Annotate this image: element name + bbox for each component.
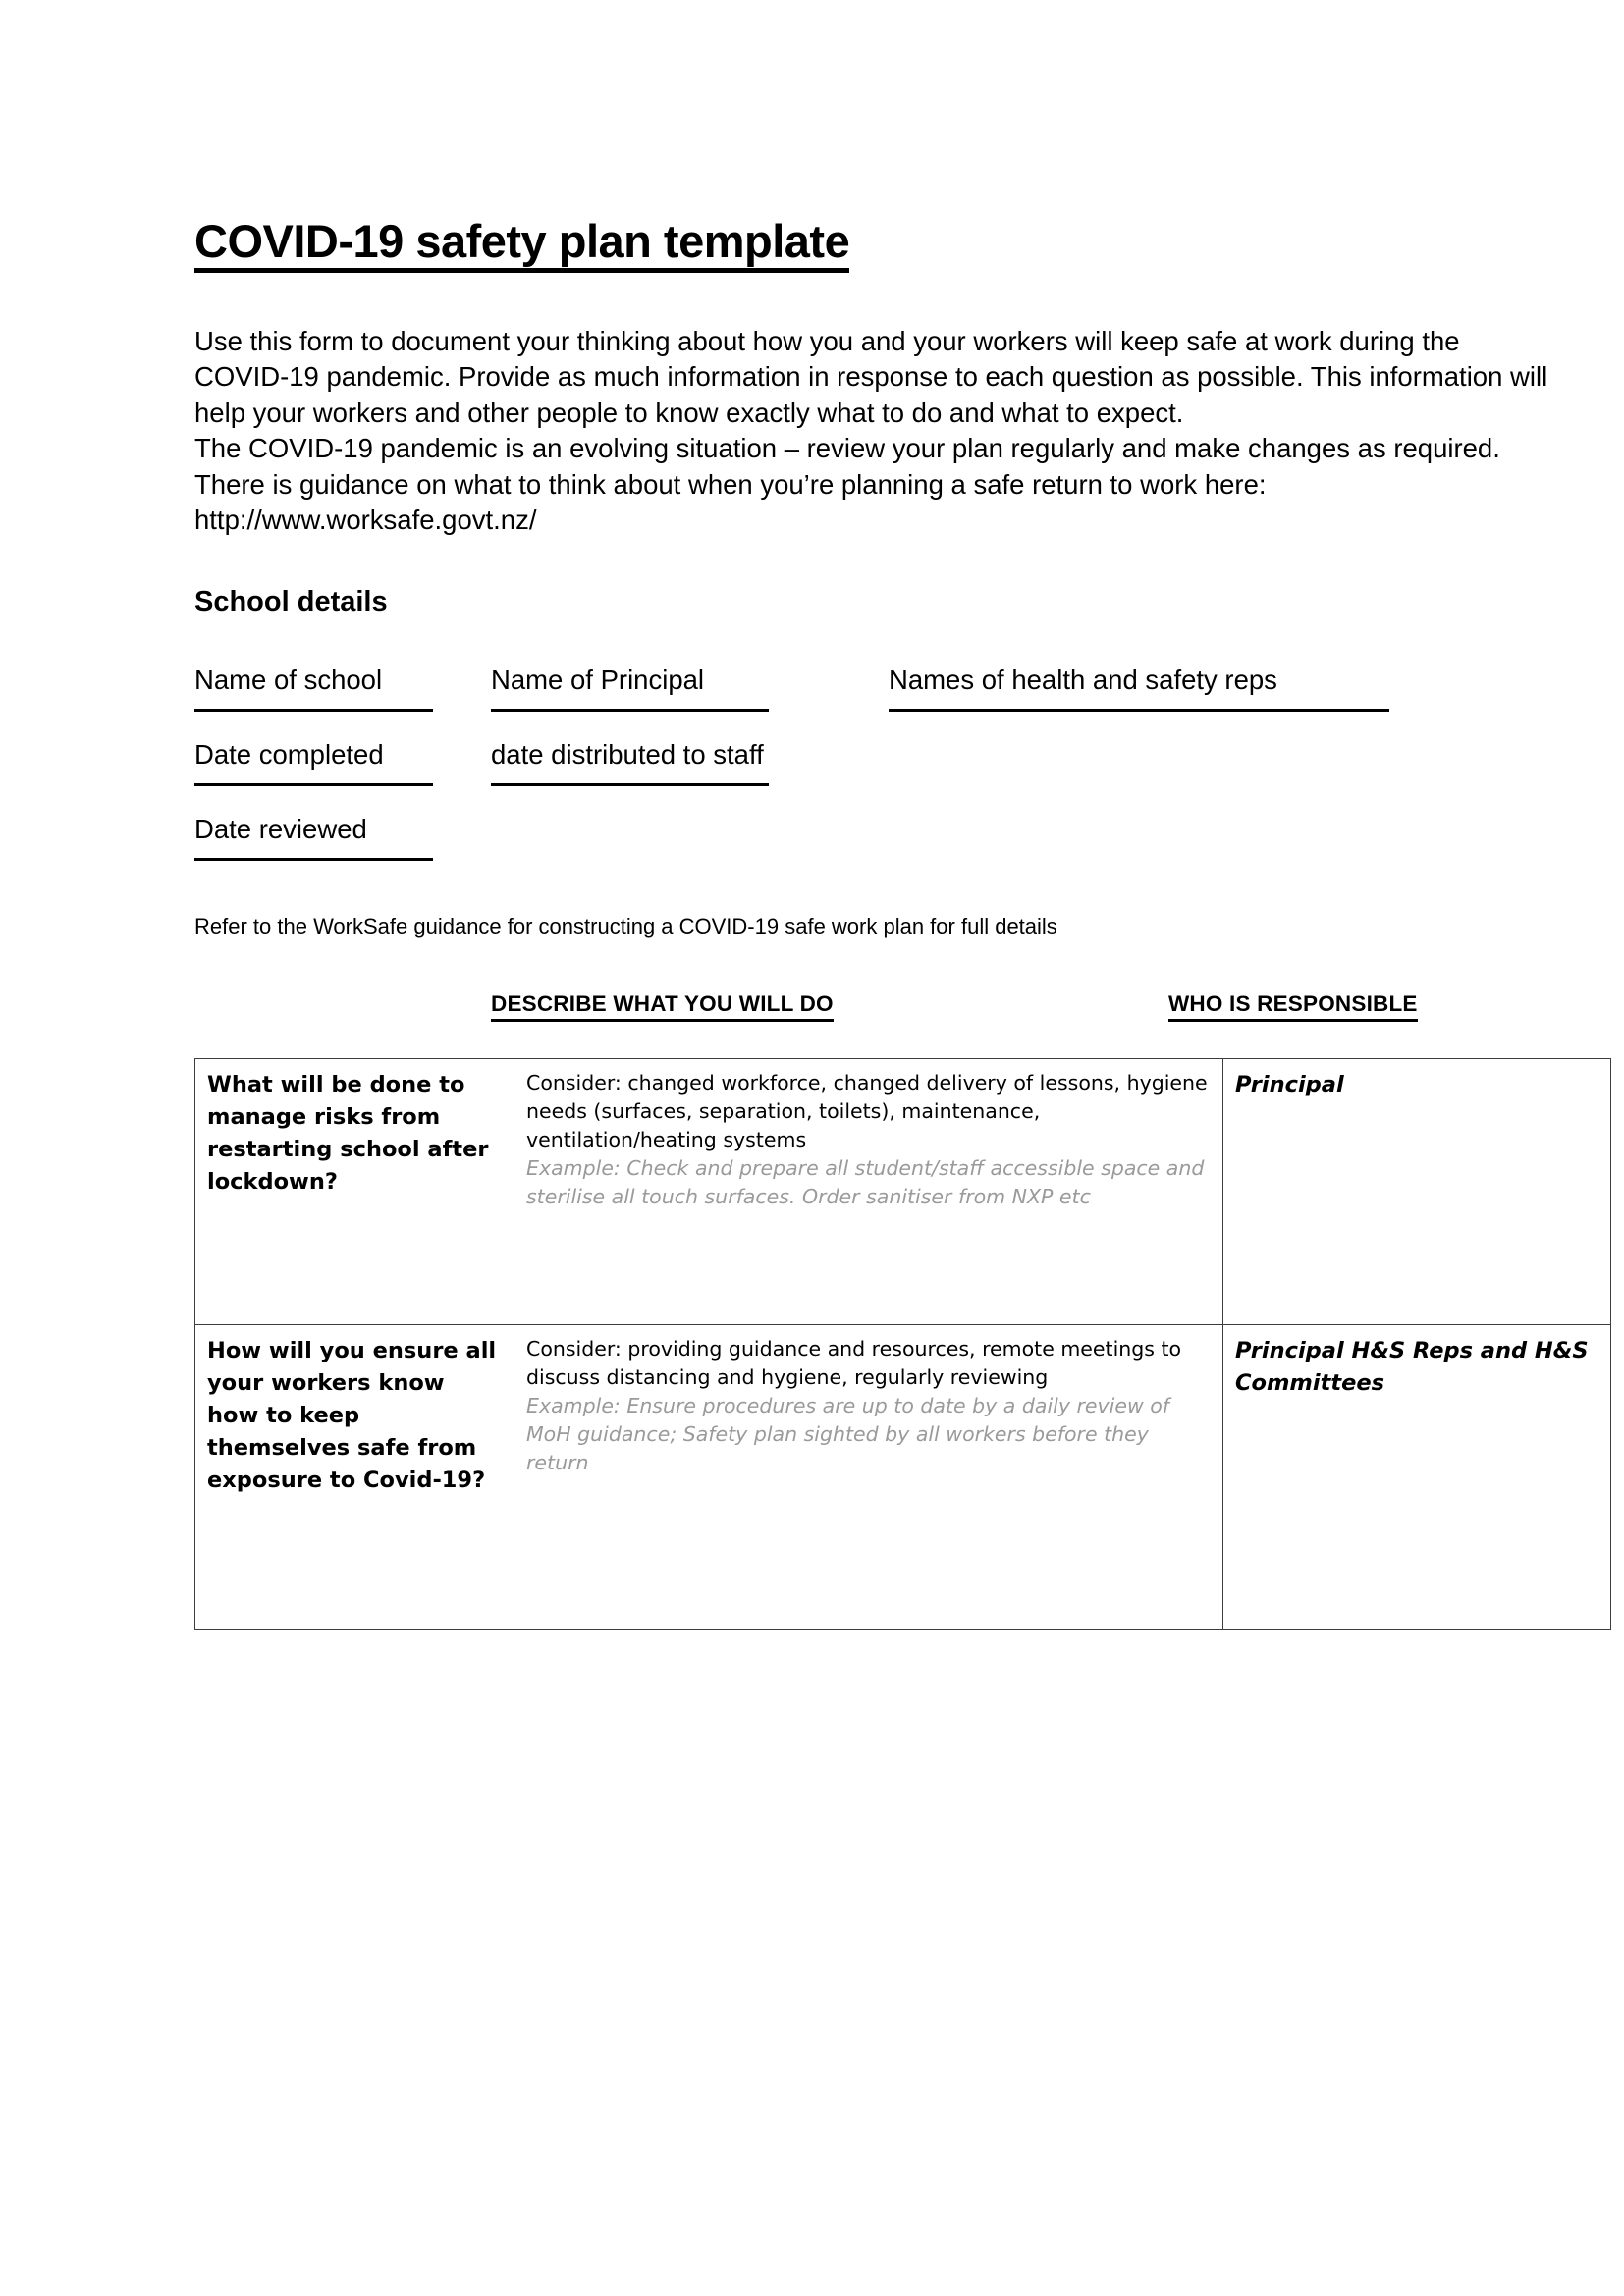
field-date-reviewed [194,813,433,861]
intro-paragraph-1: Use this form to document your thinking about how you and your workers will keep safe at work during the COVID-19 pandemic. Provide as much information in response to each question as possible. This information will help your workers and other people to know exactly what to do and what to expect. [194,325,1548,428]
example-text: Example: Check and prepare all student/staff accessible space and sterilise all touch surfaces. Order sanitiser from NXP etc [526,1155,1205,1208]
field-input-name-of-school[interactable] [194,709,433,712]
column-header-describe: DESCRIBE WHAT YOU WILL DO [491,991,834,1022]
field-label-names-of-hs-reps: Names of health and safety reps [889,664,1277,695]
intro-paragraphs [194,324,1549,539]
table-cell-question: What will be done to manage risks from restarting school after lockdown? [195,1058,514,1324]
field-input-names-of-hs-reps[interactable] [889,709,1389,712]
field-name-of-principal [491,664,769,712]
safety-plan-table [194,1058,1611,1630]
form-row-date-reviewed [194,813,1549,887]
example-text: Example: Ensure procedures are up to date by a daily review of MoH guidance; Safety plan sighted by all workers before they return [526,1393,1169,1474]
field-label-date-distributed: date distributed to staff [491,738,764,770]
field-input-date-completed[interactable] [194,783,433,786]
page-title-text: COVID-19 safety plan template [194,217,849,272]
table-cell-responsible[interactable]: Principal [1223,1058,1611,1324]
form-row-names [194,664,1549,738]
form-row-dates [194,738,1549,813]
table-cell-responsible[interactable]: Principal H&S Reps and H&S Committees [1223,1324,1611,1629]
field-label-name-of-school: Name of school [194,664,383,695]
table-column-headers [194,991,1549,1037]
field-date-distributed [491,738,769,786]
field-input-name-of-principal[interactable] [491,709,769,712]
field-label-date-completed: Date completed [194,738,384,770]
table-cell-question: How will you ensure all your workers know how to keep themselves safe from exposure to Covid-19? [195,1324,514,1629]
table-cell-describe[interactable] [514,1324,1223,1629]
consider-text: Consider: changed workforce, changed delivery of lessons, hygiene needs (surfaces, separation, toilets), maintenance, ventilation/heating systems [526,1070,1208,1151]
field-name-of-school [194,664,433,712]
field-input-date-reviewed[interactable] [194,858,433,861]
intro-paragraph-3: There is guidance on what to think about when you’re planning a safe return to work here: http://www.worksafe.govt.nz/ [194,468,1267,536]
school-details-form [194,664,1549,887]
table-row [195,1324,1611,1629]
table-cell-describe[interactable] [514,1058,1223,1324]
page-title [194,30,1549,272]
table-row [195,1058,1611,1324]
section-heading-school-details: School details [194,585,388,617]
column-header-who-responsible: WHO IS RESPONSIBLE [1168,991,1418,1022]
document-content [194,0,1589,1630]
field-label-name-of-principal: Name of Principal [491,664,705,695]
refer-note: Refer to the WorkSafe guidance for constructing a COVID-19 safe work plan for full details [194,913,1057,938]
field-input-date-distributed[interactable] [491,783,769,786]
consider-text: Consider: providing guidance and resources, remote meetings to discuss distancing and hygiene, regularly reviewing [526,1336,1182,1389]
field-names-of-hs-reps [889,664,1389,712]
intro-paragraph-2: The COVID-19 pandemic is an evolving situation – review your plan regularly and make changes as required. [194,433,1500,464]
field-label-date-reviewed: Date reviewed [194,813,367,844]
field-date-completed [194,738,433,786]
